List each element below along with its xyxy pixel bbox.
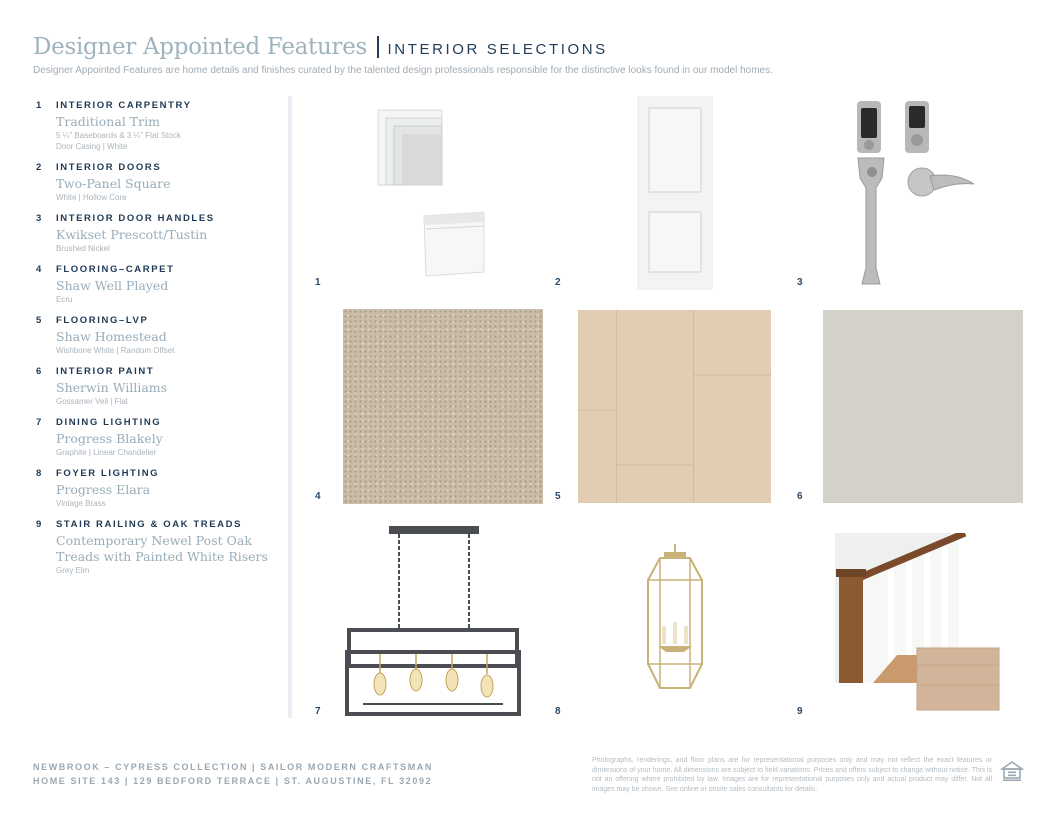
feature-name: Sherwin Williams — [56, 380, 168, 395]
feature-number: 7 — [36, 417, 43, 428]
feature-category: FLOORING–CARPET — [56, 264, 175, 275]
footer-address — [33, 760, 433, 788]
feature-category: STAIR RAILING & OAK TREADS — [56, 519, 243, 530]
feature-category: FLOORING–LVP — [56, 315, 149, 326]
feature-detail: Gossamer Veil | Flat — [56, 397, 128, 406]
feature-category: FOYER LIGHTING — [56, 468, 160, 479]
feature-number: 6 — [36, 366, 43, 377]
feature-item — [36, 315, 276, 356]
tile-number: 3 — [797, 277, 803, 288]
feature-detail: Grey Elm — [56, 566, 90, 575]
feature-detail: Vintage Brass — [56, 499, 106, 508]
feature-name: Progress Blakely — [56, 431, 163, 446]
tile-number: 8 — [555, 706, 561, 717]
title-row — [33, 34, 1033, 60]
title-divider — [377, 36, 379, 58]
feature-name: Contemporary Newel Post Oak Treads with Painted White Risers — [56, 533, 268, 564]
tile-number: 9 — [797, 706, 803, 717]
feature-detail: Wishbone White | Random Offset — [56, 346, 175, 355]
feature-item — [36, 264, 276, 305]
feature-name: Shaw Well Played — [56, 278, 169, 293]
page-title: Designer Appointed Features — [33, 34, 368, 60]
feature-detail: Door Casing | White — [56, 142, 128, 151]
feature-list — [36, 100, 276, 586]
paint-swatch — [823, 310, 1023, 503]
stair-railing-image — [835, 533, 1001, 711]
feature-item — [36, 468, 276, 509]
tile-number: 7 — [315, 706, 321, 717]
feature-number: 5 — [36, 315, 43, 326]
feature-category: INTERIOR DOOR HANDLES — [56, 213, 215, 224]
tile-number: 2 — [555, 277, 561, 288]
feature-detail: Graphite | Linear Chandelier — [56, 448, 157, 457]
feature-item — [36, 100, 276, 152]
lvp-swatch — [578, 310, 771, 503]
feature-category: INTERIOR CARPENTRY — [56, 100, 192, 111]
feature-name: Progress Elara — [56, 482, 151, 497]
feature-name: Traditional Trim — [56, 114, 160, 129]
footer-collection: NEWBROOK – CYPRESS COLLECTION | SAILOR MODERN CRAFTSMAN — [33, 762, 434, 772]
header — [33, 34, 1033, 76]
footer-disclaimer: Photographs, renderings, and floor plans are for representational purposes only and may not reflect the exact features or dimensions of your home. All dimensions are subject to field variations. Prices and offers subject to change without notice. This is not an offering where prohibited by law. Images are for representational purposes only and actual product may differ. Not all images may be shown. See online or onsite sales consultants for details. — [592, 757, 992, 793]
tile-number: 4 — [315, 491, 321, 502]
trim-image — [372, 104, 492, 284]
equal-housing-icon — [1000, 760, 1024, 782]
feature-item — [36, 162, 276, 203]
feature-number: 9 — [36, 519, 43, 530]
foyer-pendant-image — [644, 544, 706, 696]
section-divider — [288, 96, 292, 718]
feature-name: Kwikset Prescott/Tustin — [56, 227, 208, 242]
tile-number: 1 — [315, 277, 321, 288]
door-handles-image — [850, 98, 980, 288]
tile-number: 6 — [797, 491, 803, 502]
feature-name: Two-Panel Square — [56, 176, 171, 191]
feature-number: 8 — [36, 468, 43, 479]
feature-category: INTERIOR DOORS — [56, 162, 162, 173]
feature-number: 2 — [36, 162, 43, 173]
tile-number: 5 — [555, 491, 561, 502]
feature-detail: Brushed Nickel — [56, 244, 110, 253]
page-subtitle: INTERIOR SELECTIONS — [387, 41, 608, 58]
feature-item — [36, 417, 276, 458]
feature-item — [36, 366, 276, 407]
dining-chandelier-image — [343, 524, 523, 720]
door-image — [637, 96, 713, 290]
feature-detail: Ecru — [56, 295, 73, 304]
feature-item — [36, 519, 276, 576]
footer-home-site: HOME SITE 143 | 129 BEDFORD TERRACE | ST. AUGUSTINE, FL 32092 — [33, 776, 433, 786]
feature-number: 4 — [36, 264, 43, 275]
carpet-swatch — [343, 309, 543, 504]
feature-number: 3 — [36, 213, 43, 224]
feature-name: Shaw Homestead — [56, 329, 167, 344]
feature-item — [36, 213, 276, 254]
feature-detail: White | Hollow Core — [56, 193, 127, 202]
feature-number: 1 — [36, 100, 43, 111]
intro-text: Designer Appointed Features are home details and finishes curated by the talented design professionals responsible for the distinctive looks found in our model homes. — [33, 65, 773, 76]
feature-category: INTERIOR PAINT — [56, 366, 155, 377]
feature-category: DINING LIGHTING — [56, 417, 162, 428]
feature-detail: 5 ¼" Baseboards & 3 ¼" Flat Stock — [56, 131, 181, 140]
